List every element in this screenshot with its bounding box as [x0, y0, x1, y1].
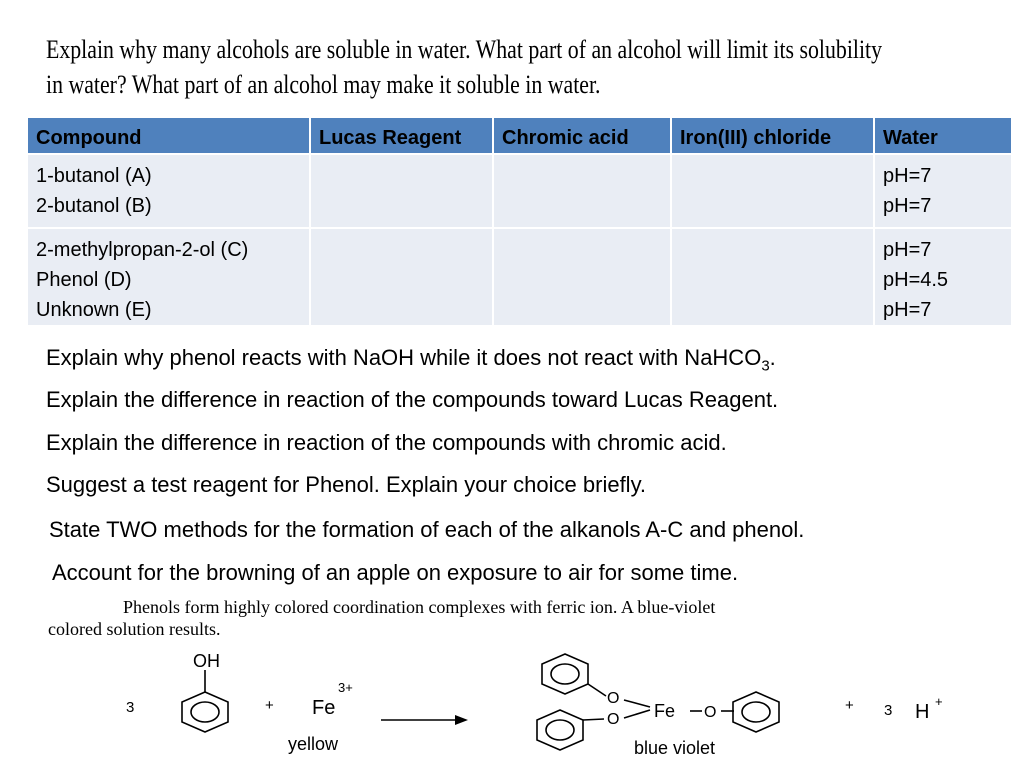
question-tail: . — [769, 345, 776, 370]
header-compound: Compound — [27, 117, 310, 154]
phenoxide-ring-right — [733, 692, 779, 732]
compound-cell — [27, 228, 310, 326]
compound-name: 1-butanol (A) — [36, 165, 152, 187]
chromic-cell — [493, 228, 671, 326]
water-cell — [874, 154, 1012, 228]
heading-line-1: Explain why many alcohols are soluble in water. What part of an alcohol will limit its solubility — [46, 35, 883, 64]
lucas-cell — [310, 228, 493, 326]
ferric-note-line-2: colored solution results. — [48, 619, 221, 639]
water-ph: pH=7 — [883, 239, 932, 261]
results-table — [26, 116, 1013, 327]
compound-name: 2-butanol (B) — [36, 195, 152, 217]
question-chromic: Explain the difference in reaction of the compounds with chromic acid. — [46, 430, 727, 455]
phenoxide-ring-bottom — [537, 710, 583, 750]
header-chromic-acid: Chromic acid — [493, 117, 671, 154]
chromic-cell — [493, 154, 671, 228]
compound-cell — [27, 154, 310, 228]
question-lucas: Explain the difference in reaction of the compounds toward Lucas Reagent. — [46, 387, 779, 412]
compound-name: Unknown (E) — [36, 299, 152, 321]
subscript: 3 — [761, 357, 770, 375]
water-ph: pH=4.5 — [883, 269, 949, 291]
iron-charge: 3+ — [338, 680, 353, 695]
heading-line-2: in water? What part of an alcohol may make it soluble in water. — [46, 70, 601, 99]
iron-cell — [671, 228, 874, 326]
water-ph: pH=7 — [883, 195, 932, 217]
plus-sign: + — [845, 697, 854, 714]
reaction-arrow-head — [455, 715, 468, 725]
oxygen-label-right: O — [704, 704, 717, 721]
header-lucas-reagent: Lucas Reagent — [310, 117, 493, 154]
oxygen-label-top: O — [607, 690, 620, 707]
hydrogen-label: H — [915, 701, 930, 723]
blue-violet-label: blue violet — [634, 738, 716, 758]
heading — [46, 32, 883, 102]
question-text: Explain why phenol reacts with NaOH while it does not react with NaHCO — [46, 345, 762, 370]
oxygen-label-bottom: O — [607, 711, 620, 728]
complex-iron-label: Fe — [654, 701, 676, 721]
ferric-chloride-reaction — [0, 640, 1024, 768]
ferric-note-line-1: Phenols form highly colored coordination complexes with ferric ion. A blue-violet — [123, 597, 716, 617]
table-row — [27, 154, 1012, 228]
ferric-note — [48, 596, 1008, 640]
iron-cell — [671, 154, 874, 228]
table-header-row — [27, 117, 1012, 154]
header-iron-chloride: Iron(III) chloride — [671, 117, 874, 154]
coefficient-hydrogen: 3 — [884, 702, 893, 719]
yellow-label: yellow — [288, 734, 339, 754]
lucas-cell — [310, 154, 493, 228]
iron-label: Fe — [312, 697, 336, 719]
question-test-reagent: Suggest a test reagent for Phenol. Explain your choice briefly. — [46, 472, 647, 497]
water-ph: pH=7 — [883, 299, 932, 321]
question-apple-browning: Account for the browning of an apple on exposure to air for some time. — [52, 560, 739, 585]
question-phenol-naoh — [46, 344, 776, 380]
hydroxyl-label: OH — [193, 651, 220, 671]
question-formation: State TWO methods for the formation of each of the alkanols A-C and phenol. — [49, 517, 805, 542]
compound-name: 2-methylpropan-2-ol (C) — [36, 239, 249, 261]
hydrogen-charge: + — [935, 694, 943, 709]
header-water: Water — [874, 117, 1012, 154]
compound-name: Phenol (D) — [36, 269, 132, 291]
phenoxide-ring-top — [542, 654, 588, 694]
water-ph: pH=7 — [883, 165, 932, 187]
table-row — [27, 228, 1012, 326]
water-cell — [874, 228, 1012, 326]
phenol-benzene-ring — [182, 692, 228, 732]
plus-sign: + — [265, 697, 274, 714]
coefficient-phenol: 3 — [126, 699, 135, 716]
